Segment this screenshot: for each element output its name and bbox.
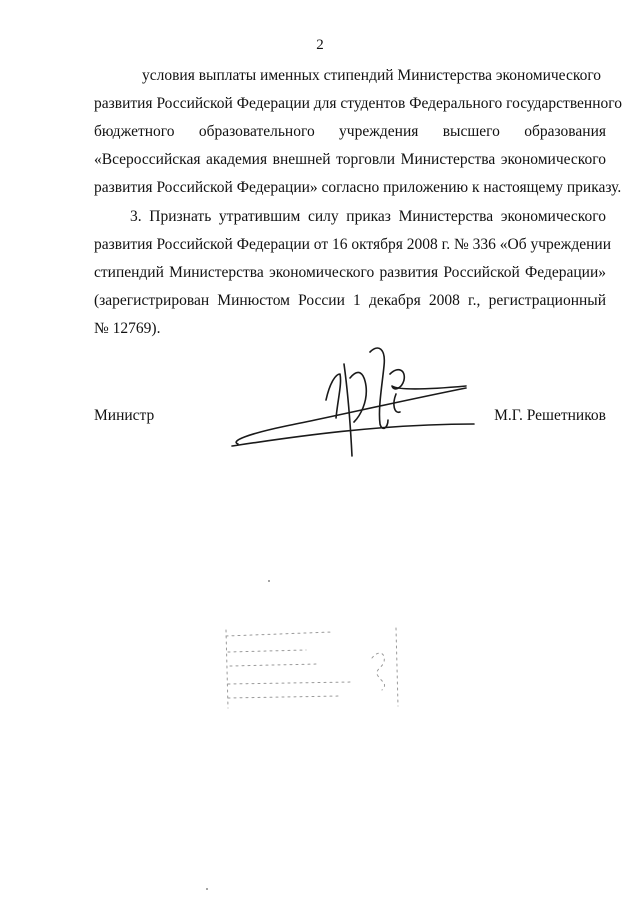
signatory-name: М.Г. Решетников (494, 407, 606, 424)
text-line-1: условия выплаты именных стипендий Министерства экономического (142, 67, 602, 84)
scan-speck (206, 888, 208, 890)
scan-speck (268, 580, 270, 582)
page-number: 2 (316, 37, 324, 53)
text-line-10: № 12769). (94, 320, 161, 337)
text-line-8: стипендий Министерства экономического развития Российской Федерации» (94, 264, 606, 281)
text-line-9: (зарегистрирован Минюстом России 1 декабря 2008 г., регистрационный (94, 292, 606, 309)
text-line-2: развития Российской Федерации для студентов Федерального государственного (94, 95, 622, 112)
text-line-5: развития Российской Федерации» согласно приложению к настоящему приказу. (94, 179, 622, 196)
text-line-4: «Всероссийская академия внешней торговли Министерства экономического (94, 151, 606, 168)
text-line-6: 3. Признать утратившим силу приказ Министерства экономического (130, 208, 606, 225)
text-line-7: развития Российской Федерации от 16 октября 2008 г. № 336 «Об учреждении (94, 236, 612, 253)
faded-stamp (222, 622, 412, 712)
handwritten-signature (226, 338, 486, 460)
text-line-3: бюджетного образовательного учреждения высшего образования (94, 123, 606, 140)
signatory-position: Министр (94, 407, 155, 424)
